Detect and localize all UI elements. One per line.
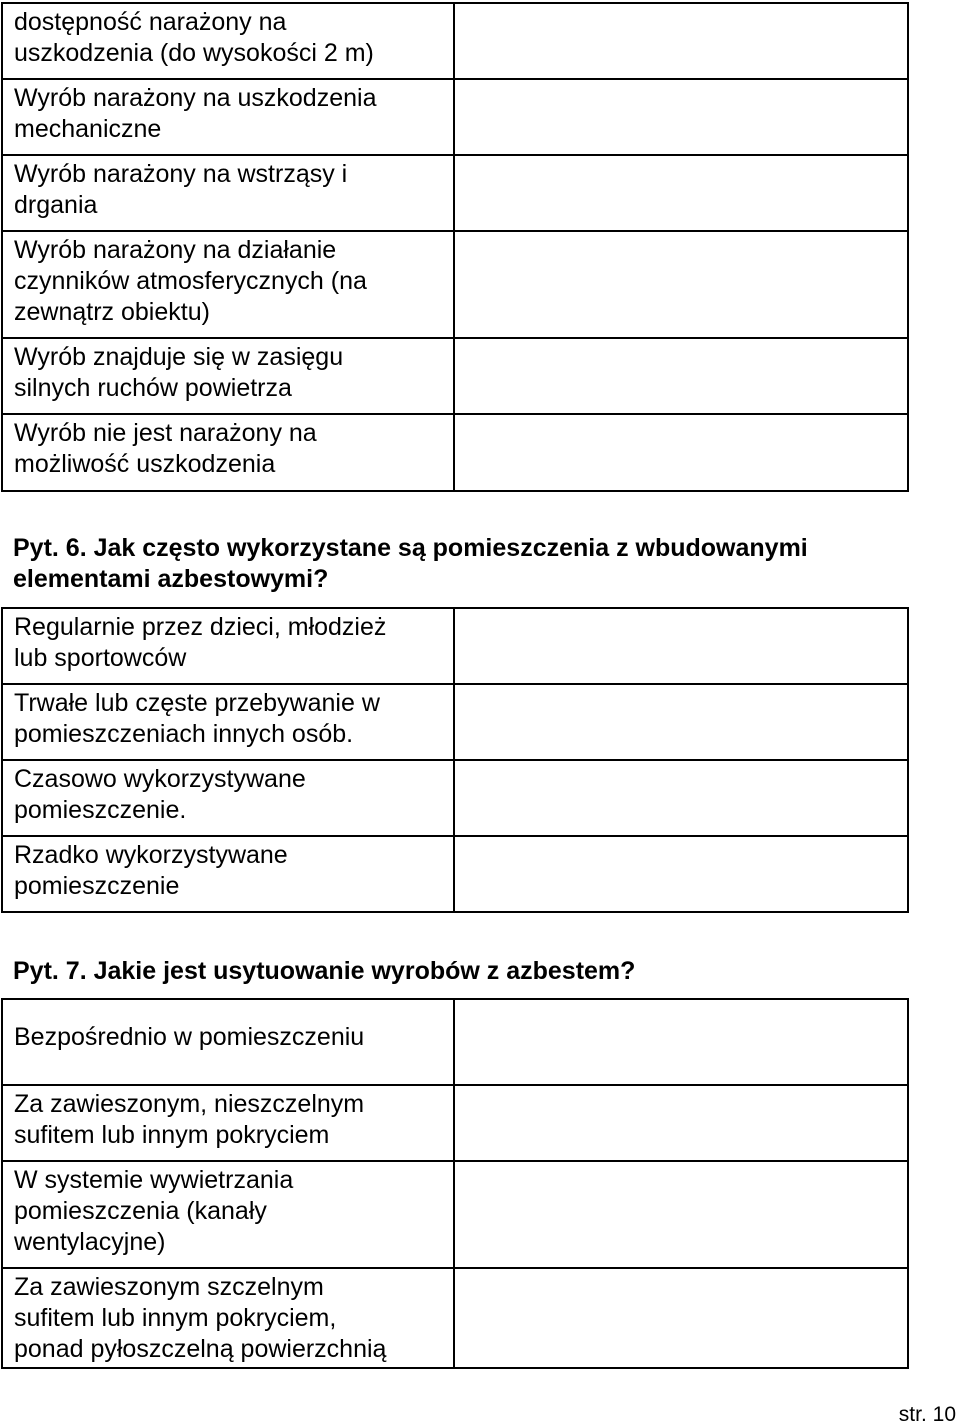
- answer-cell[interactable]: [454, 999, 908, 1085]
- row-label: Wyrób narażony na wstrząsy i drgania: [2, 155, 454, 231]
- table-row: [2, 760, 908, 836]
- answer-cell[interactable]: [454, 79, 908, 155]
- row-label: dostępność narażony na uszkodzenia (do wysokości 2 m): [2, 3, 454, 79]
- table-row: [2, 1085, 908, 1161]
- table-row: [2, 155, 908, 231]
- row-label: Za zawieszonym, nieszczelnym sufitem lub innym pokryciem: [2, 1085, 454, 1161]
- table-row: [2, 999, 908, 1085]
- answer-cell[interactable]: [454, 155, 908, 231]
- table-row: [2, 3, 908, 79]
- row-label: Wyrób nie jest narażony na możliwość uszkodzenia: [2, 414, 454, 491]
- answer-cell[interactable]: [454, 231, 908, 338]
- answer-cell[interactable]: [454, 1085, 908, 1161]
- table-row: [2, 608, 908, 684]
- answer-cell[interactable]: [454, 684, 908, 760]
- table-row: [2, 1161, 908, 1268]
- table-row: [2, 1268, 908, 1368]
- table-row: [2, 79, 908, 155]
- exposure-table: [1, 2, 909, 492]
- row-label: Czasowo wykorzystywane pomieszczenie.: [2, 760, 454, 836]
- table-row: [2, 414, 908, 491]
- answer-cell[interactable]: [454, 414, 908, 491]
- answer-cell[interactable]: [454, 338, 908, 414]
- answer-cell[interactable]: [454, 1161, 908, 1268]
- row-label: Wyrób narażony na działanie czynników atmosferycznych (na zewnątrz obiektu): [2, 231, 454, 338]
- answer-cell[interactable]: [454, 3, 908, 79]
- location-table: [1, 998, 909, 1369]
- answer-cell[interactable]: [454, 760, 908, 836]
- question-6-title: Pyt. 6. Jak często wykorzystane są pomieszczenia z wbudowanymi elementami azbestowymi?: [13, 534, 808, 593]
- answer-cell[interactable]: [454, 608, 908, 684]
- row-label: Bezpośrednio w pomieszczeniu: [2, 999, 454, 1085]
- table-row: [2, 231, 908, 338]
- row-label: Regularnie przez dzieci, młodzież lub sportowców: [2, 608, 454, 684]
- table-row: [2, 338, 908, 414]
- row-label: Rzadko wykorzystywane pomieszczenie: [2, 836, 454, 912]
- table-row: [2, 684, 908, 760]
- usage-table: [1, 607, 909, 913]
- row-label: Trwałe lub częste przebywanie w pomieszczeniach innych osób.: [2, 684, 454, 760]
- row-label: Wyrób narażony na uszkodzenia mechaniczne: [2, 79, 454, 155]
- answer-cell[interactable]: [454, 1268, 908, 1368]
- page-number: str. 10: [898, 1403, 956, 1426]
- answer-cell[interactable]: [454, 836, 908, 912]
- row-label: W systemie wywietrzania pomieszczenia (kanały wentylacyjne): [2, 1161, 454, 1268]
- row-label: Wyrób znajduje się w zasięgu silnych ruchów powietrza: [2, 338, 454, 414]
- table-row: [2, 836, 908, 912]
- row-label: Za zawieszonym szczelnym sufitem lub innym pokryciem, ponad pyłoszczelną powierzchnią: [2, 1268, 454, 1368]
- question-7-title: Pyt. 7. Jakie jest usytuowanie wyrobów z azbestem?: [13, 957, 636, 985]
